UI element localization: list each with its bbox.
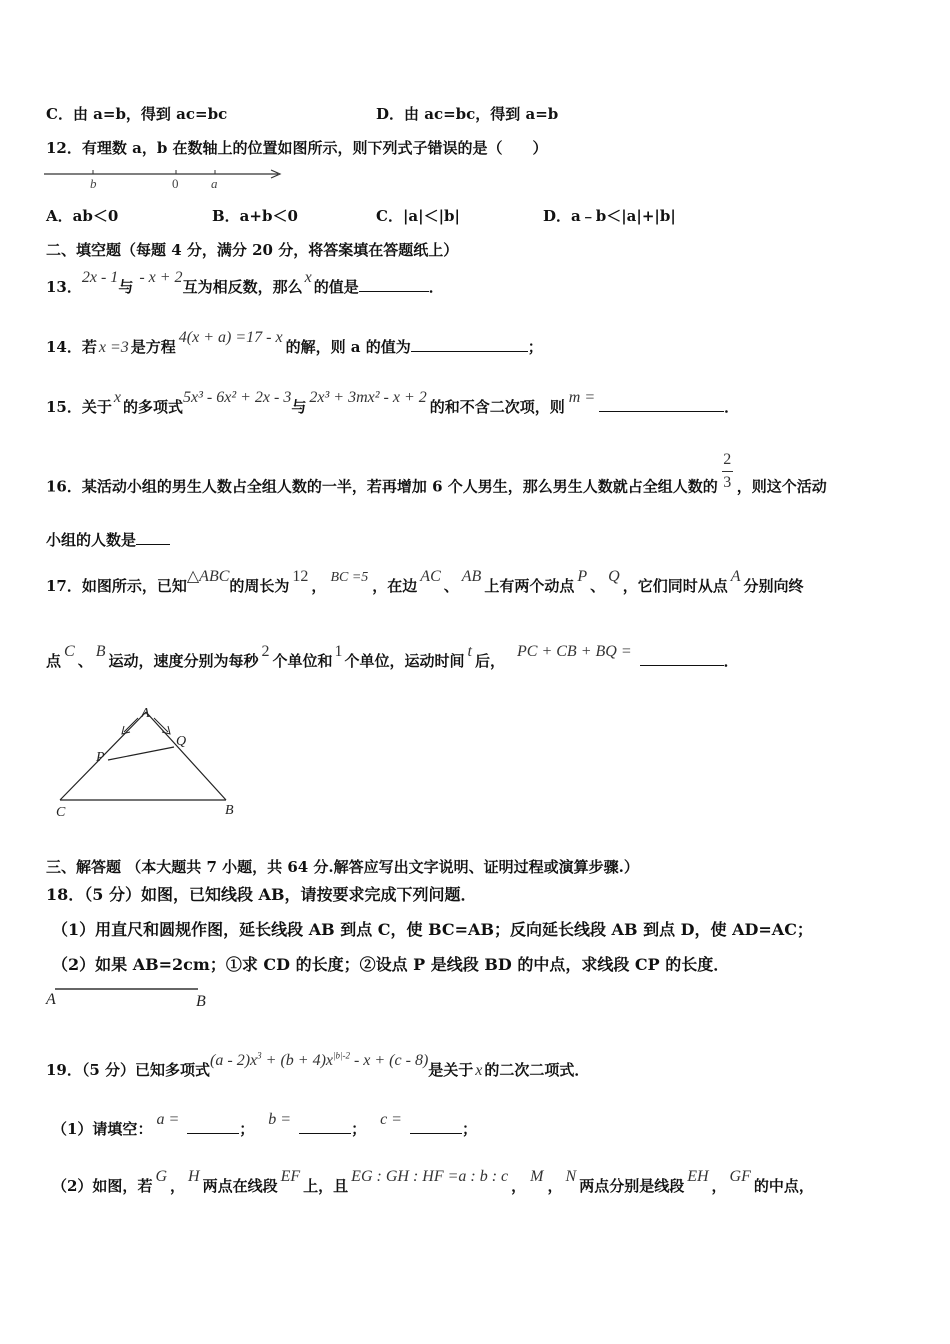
axis-label-a: a: [211, 176, 218, 191]
q17-speed-2: 2: [261, 643, 270, 660]
q16-text2: ，则这个活动: [736, 477, 827, 496]
q17-triangle-figure: [50, 700, 260, 822]
q15-text1: 的多项式: [122, 398, 183, 416]
q18-stem: 18．（5 分）如图，已知线段 AB，请按要求完成下列问题．: [46, 885, 477, 904]
q17-c: C: [64, 643, 75, 660]
arrow-toward-b: [154, 718, 168, 732]
side-ab: [146, 712, 226, 800]
q19-text2: 的二次二项式．: [484, 1061, 590, 1079]
q11-option-c: C．由 a=b，得到 ac=bc: [46, 105, 228, 123]
q12-number-line: [40, 160, 290, 194]
q18-part1: （1）用直尺和圆规作图，延长线段 AB 到点 C，使 BC=AB；反向延长线段 AB 到点 D，使 AD=AC；: [52, 920, 813, 939]
q17-t6: 分别向终: [743, 577, 804, 595]
q11-option-d: D．由 ac=bc，得到 a=b: [376, 105, 559, 123]
q13: [46, 269, 444, 297]
q19-t3: 两点分别是线段: [579, 1177, 685, 1195]
fig-label-b: B: [196, 993, 206, 1010]
q17-speed-1: 1: [334, 643, 343, 660]
q19-eh: EH: [687, 1168, 709, 1185]
q19-c-eq: c =: [380, 1111, 402, 1128]
q17-b: B: [95, 643, 106, 660]
poly-b: + (b + 4)x: [261, 1052, 333, 1069]
q19-n: N: [565, 1168, 577, 1185]
axis-label-b: b: [90, 176, 97, 191]
q17-q: Q: [608, 568, 620, 585]
q17-ab: AB: [461, 568, 482, 585]
q19-h: H: [188, 1168, 200, 1185]
q13-num: 13．: [46, 278, 82, 296]
q19-a-eq: a =: [156, 1111, 180, 1128]
q14-answer-blank[interactable]: [411, 337, 528, 352]
q17-t1: 的周长为: [229, 577, 290, 595]
q15-num: 15．关于: [46, 398, 112, 416]
q17-line2: [46, 643, 739, 671]
q17-a: A: [730, 568, 741, 585]
arrow-toward-c: [124, 718, 138, 732]
q13-mid: 与: [118, 278, 134, 296]
q19-part1: [52, 1111, 477, 1139]
q19-comma-4: ，: [711, 1177, 727, 1195]
q16-answer-blank[interactable]: [136, 530, 170, 545]
fig-label-a: A: [46, 991, 56, 1008]
poly-b-exp: |b|-2: [333, 1050, 350, 1061]
q12-option-b: B．a+b＜0: [212, 207, 298, 225]
q15-poly2: 2x³ + 3mx² - x + 2: [309, 389, 427, 406]
q13-var: x: [304, 269, 312, 286]
q17-ac: AC: [420, 568, 441, 585]
q17-answer-blank[interactable]: [640, 651, 724, 666]
q12-option-a: A．ab＜0: [46, 207, 119, 225]
q13-answer-blank[interactable]: [359, 277, 429, 292]
q17-t7: 运动，速度分别为每秒: [108, 652, 259, 670]
q14-cond: x =3: [98, 339, 129, 356]
q16-text3: 小组的人数是: [46, 531, 137, 549]
poly-c: - x + (c - 8): [349, 1052, 429, 1069]
q17-num: 17．如图所示，已知: [46, 577, 187, 595]
q14-text2: 的解，则 a 的值为: [285, 338, 411, 356]
q12-option-c: C．|a|＜|b|: [376, 207, 460, 225]
q16-text1: 16．某活动小组的男生人数占全组人数的一半，若再增加 6 个人男生，那么男生人数就占全组人数的: [46, 477, 718, 496]
q19-b-blank[interactable]: [299, 1119, 351, 1134]
fig-label-p: P: [96, 750, 105, 765]
q15-var: x: [113, 389, 121, 406]
q19-text1: 是关于: [428, 1061, 474, 1079]
q19-p1-label: （1）请填空：: [52, 1120, 153, 1138]
q14-end: ；: [527, 338, 543, 356]
q19-t2: 上，且: [303, 1177, 349, 1195]
q19-polynomial: [210, 1052, 428, 1069]
section-3-title: 三、解答题 （本大题共 7 小题，共 64 分.解答应写出文字说明、证明过程或演算步骤.）: [46, 858, 639, 876]
q16-fraction: [722, 451, 733, 492]
q19-part2: [52, 1168, 814, 1196]
frac-bar: [722, 471, 733, 472]
q17-bc: BC =5: [330, 570, 369, 585]
q19-semi-2: ；: [351, 1120, 367, 1138]
fig-label-c: C: [56, 805, 66, 820]
q19-g: G: [155, 1168, 168, 1185]
q16-frac-num: 2: [723, 451, 732, 468]
q19-num: 19．（5 分）已知多项式: [46, 1061, 211, 1079]
segment-pq: [108, 747, 174, 760]
q19-m: M: [530, 1168, 544, 1185]
q17-p: P: [577, 568, 588, 585]
q19-t4: 的中点，: [753, 1177, 814, 1195]
q17-sep3: 、: [77, 652, 93, 670]
poly-a-exp: 3: [257, 1050, 262, 1061]
q16-line2: [46, 529, 170, 550]
q17-t8: 个单位和: [272, 652, 333, 670]
q15: [46, 389, 740, 417]
q17-t5: ，它们同时从点: [622, 577, 728, 595]
q17-expr: PC + CB + BQ =: [517, 643, 632, 660]
q15-end: ．: [724, 398, 740, 416]
q19-c-blank[interactable]: [410, 1119, 462, 1134]
q19-comma-1: ，: [170, 1177, 186, 1195]
q19-ratio: EG : GH : HF =a : b : c: [351, 1168, 509, 1185]
q19-semi-3: ；: [461, 1120, 477, 1138]
q15-text2: 的和不含二次项，则: [429, 398, 565, 416]
q16: [46, 451, 827, 508]
q13-expr2: - x + 2: [139, 269, 183, 286]
q13-text2: 的值是: [313, 278, 359, 296]
q17-t3: ，在边: [372, 577, 418, 595]
fig-label-q: Q: [176, 734, 187, 749]
q15-m: m =: [568, 389, 596, 406]
q19-ef: EF: [280, 1168, 301, 1185]
q17-sep2: 、: [590, 577, 606, 595]
q19-a-blank[interactable]: [187, 1119, 239, 1134]
q19-t1: 两点在线段: [202, 1177, 278, 1195]
q18-part2: （2）如果 AB=2cm；①求 CD 的长度；②设点 P 是线段 BD 的中点，求线段 CP 的长度．: [52, 955, 730, 974]
q14-text1: 是方程: [130, 338, 176, 356]
q15-mid: 与: [291, 398, 307, 416]
q17-t10: 后，: [474, 652, 505, 670]
q19-semi-1: ；: [239, 1120, 255, 1138]
q19-p2-start: （2）如图，若: [52, 1177, 153, 1195]
axis-label-0: 0: [172, 176, 179, 191]
q13-text1: 互为相反数，那么: [182, 278, 303, 296]
q15-poly1: 5x³ - 6x² + 2x - 3: [183, 389, 292, 406]
q13-end: ．: [428, 278, 444, 296]
q17-end: ．: [723, 652, 739, 670]
q19-gf: GF: [729, 1168, 751, 1185]
fig-label-b: B: [225, 803, 234, 818]
q13-expr1: 2x - 1: [81, 269, 119, 286]
q19-comma-2: ，: [511, 1177, 527, 1195]
q17-line1: [46, 568, 804, 596]
q16-frac-den: 3: [723, 474, 732, 491]
q17-t4: 上有两个动点: [484, 577, 575, 595]
q19-var: x: [475, 1062, 483, 1079]
q17-perimeter: 12: [292, 568, 309, 585]
q17-t9: 个单位，运动时间: [344, 652, 465, 670]
q12-stem: 12．有理数 a，b 在数轴上的位置如图所示，则下列式子错误的是（ ）: [46, 139, 548, 157]
q14: [46, 329, 543, 357]
q14-num: 14．若: [46, 338, 97, 356]
q15-answer-blank[interactable]: [599, 397, 724, 412]
q19-b-eq: b =: [268, 1111, 292, 1128]
q18-segment-figure: [44, 982, 224, 1012]
q17-triangle: △ABC: [186, 568, 230, 585]
q14-equation: 4(x + a) =17 - x: [178, 329, 283, 346]
q17-t2: ，: [311, 577, 327, 595]
poly-a: (a - 2)x: [210, 1052, 258, 1069]
fig-label-a: A: [141, 706, 150, 721]
section-2-title: 二、填空题（每题 4 分，满分 20 分，将答案填在答题纸上）: [46, 241, 459, 259]
q12-option-d: D．a﹣b＜|a|+|b|: [543, 207, 676, 225]
q19-stem: [46, 1050, 590, 1080]
q17-sep1: 、: [443, 577, 459, 595]
q17-t: t: [467, 643, 472, 660]
q19-comma-3: ，: [547, 1177, 563, 1195]
q17-l2-start: 点: [46, 652, 62, 670]
